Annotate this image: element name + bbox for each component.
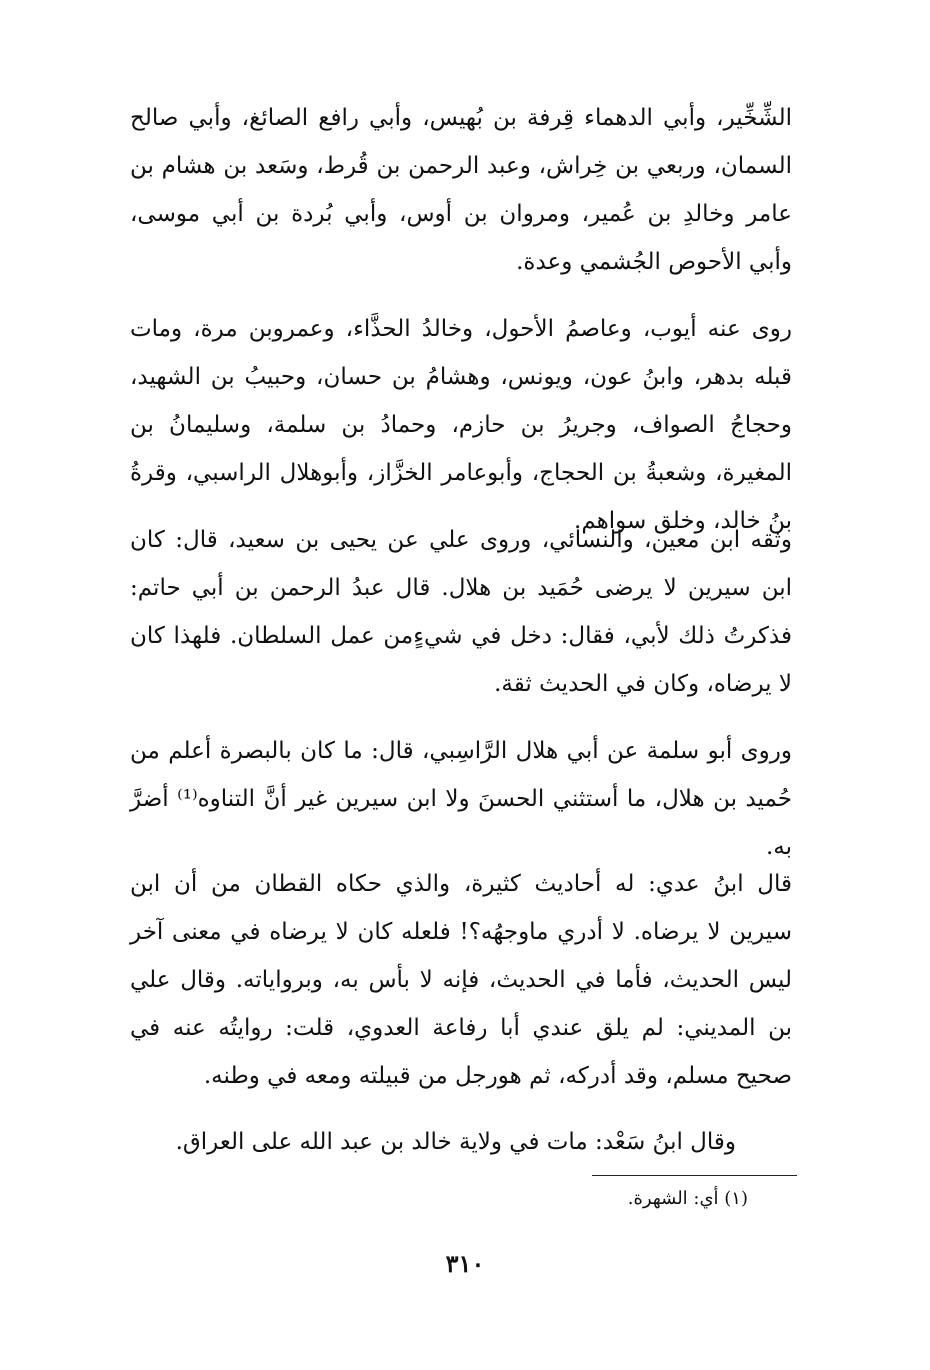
paragraph-abu-hilal-report: وروى أبو سلمة عن أبي هلال الرَّاسِبي، قال: ما كان بالبصرة أعلم من حُميد بن هلال، ما أستثني الحسنَ ولا ابن سيرين غير أنَّ التناوه⁽¹⁾ أضرَّ به. [130, 738, 792, 860]
paragraph-death-report: وقال ابنُ سَعْد: مات في ولاية خالد بن عبد الله على العراق. [175, 1129, 736, 1155]
paragraph-reliability: وثقه ابن معين، والنسائي، وروى علي عن يحيى بن سعيد، قال: كان ابن سيرين لا يرضى حُمَيد بن هلال. قال عبدُ الرحمن بن أبي حاتم: فذكرتُ ذلك لأبي، فقال: دخل في شيءٍمن عمل السلطان. فلهذا كان لا يرضاه، وكان في الحديث ثقة. [130, 527, 792, 697]
footnote: (١) أي: الشهرة. [627, 1188, 748, 1209]
paragraph-ibn-adi-assessment: قال ابنُ عدي: له أحاديث كثيرة، والذي حكاه القطان من أن ابن سيرين لا يرضاه. لا أدري ماوجهُه؟! فلعله كان لا يرضاه في معنى آخر ليس الحديث، فأما في الحديث، فإنه لا بأس به، وبرواياته. وقال علي بن المديني: لم يلق عندي أبا رفاعة العدوي، قلت: روايتُه عنه في صحيح مسلم، وقد أدركه، ثم هورجل من قبيلته ومعه في وطنه. [130, 871, 792, 1089]
paragraph-transmitters-list: روى عنه أيوب، وعاصمُ الأحول، وخالدُ الحذَّاء، وعمروبن مرة، ومات قبله بدهر، وابنُ عون، ويونس، وهشامُ بن حسان، وحبيبُ بن الشهيد، وحجاجُ الصواف، وجريرُ بن حازم، وحمادُ بن سلمة، وسليمانُ بن المغيرة، وشعبةُ بن الحجاج، وأبوعامر الخزَّاز، وأبوهلال الراسبي، وقرةُ بنُ خالد، وخلق سواهم. [130, 316, 792, 534]
footnote-divider [592, 1175, 797, 1176]
page-number: ٣١٠ [445, 1249, 485, 1278]
paragraph-narrators-list: الشِّخِّير، وأبي الدهماء قِرفة بن بُهيس، وأبي رافع الصائغ، وأبي صالح السمان، وربعي بن خِراش، وعبد الرحمن بن قُرط، وسَعد بن هشام بن عامر وخالدِ بن عُمير، ومروان بن أوس، وأبي بُردة بن أبي موسى، وأبي الأحوص الجُشمي وعدة. [130, 105, 792, 275]
